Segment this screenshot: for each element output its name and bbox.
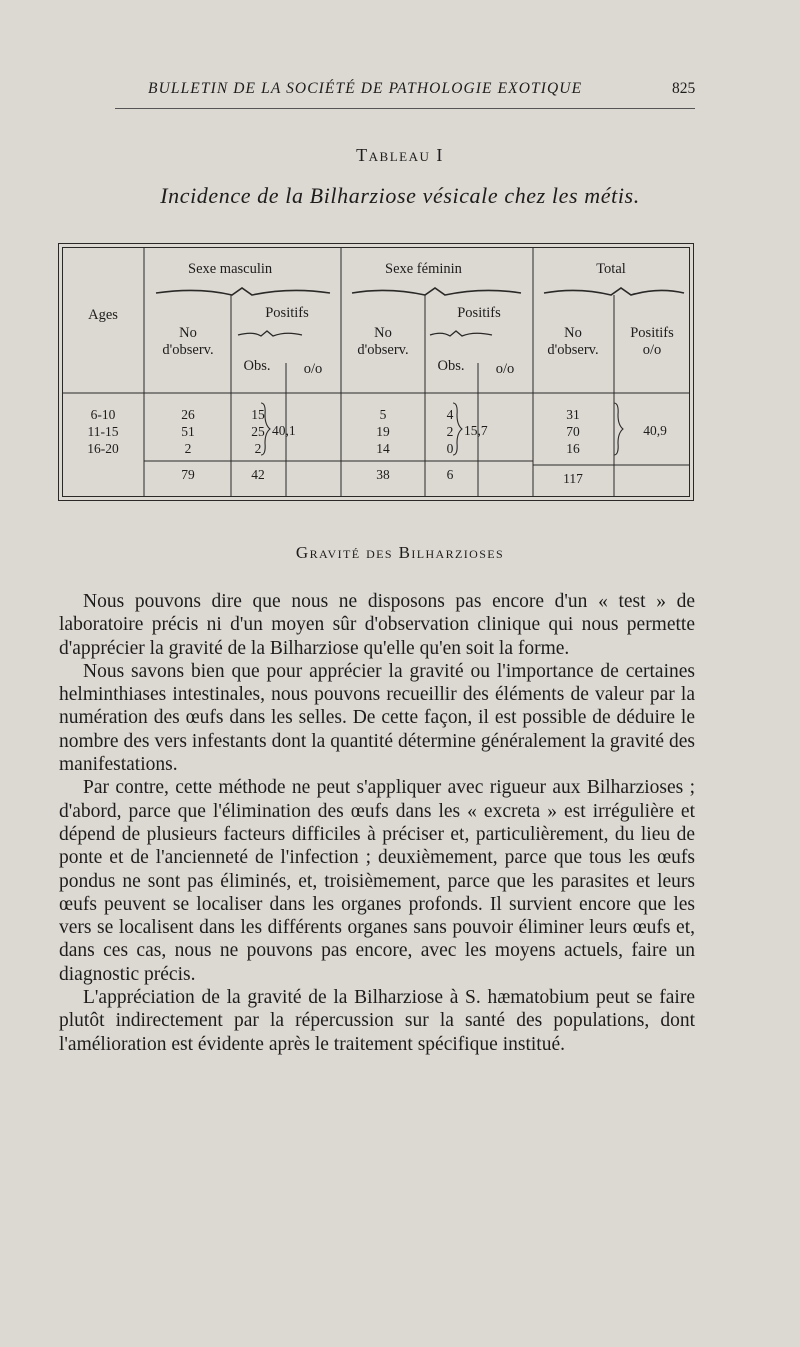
group-female-label: Sexe féminin (385, 261, 462, 277)
total-pct-value: 40,9 (643, 423, 667, 438)
total-count-cell: 31 (566, 407, 580, 422)
body-text (59, 590, 695, 1056)
section-title: Gravité des Bilharzioses (295, 543, 505, 562)
female-total-obs: 6 (446, 467, 454, 482)
male-total-count: 79 (181, 467, 195, 482)
female-positifs-label: Positifs (457, 305, 501, 321)
male-obs-cell: 15 (251, 407, 265, 422)
total-no-label: No (564, 325, 582, 341)
table-rules (58, 243, 694, 501)
female-pct-label: o/o (495, 361, 515, 377)
male-obs-label: Obs. (243, 358, 271, 374)
female-obs-label: Obs. (437, 358, 465, 374)
female-obs-cell: 4 (446, 407, 454, 422)
age-cell: 16-20 (87, 441, 119, 456)
age-cell: 6-10 (90, 407, 116, 422)
female-pct-value: 15,7 (464, 423, 488, 438)
total-count-cell: 70 (566, 424, 580, 439)
group-male-label: Sexe masculin (188, 261, 273, 277)
page-number: 825 (672, 80, 696, 97)
male-total-obs: 42 (251, 467, 265, 482)
total-positifs-label: Positifs (630, 325, 674, 341)
female-no-label: No (374, 325, 392, 341)
female-count-cell: 14 (376, 441, 390, 456)
male-count-cell: 51 (181, 424, 195, 439)
paragraph: L'appréciation de la gravité de la Bilharziose à S. hæmatobium peut se faire plutôt indirectement par la répercussion sur la santé des populations, dont l'amélioration est évidente après le traitement spécifique institué. (59, 987, 695, 1055)
age-cell: 11-15 (87, 424, 119, 439)
header-rule (115, 108, 695, 109)
ages-label: Ages (88, 307, 118, 323)
male-count-cell: 2 (184, 441, 192, 456)
female-observ-label: d'observ. (357, 342, 409, 358)
total-count-cell: 16 (566, 441, 580, 456)
male-observ-label: d'observ. (162, 342, 214, 358)
female-obs-cell: 2 (446, 424, 454, 439)
table-caption: Incidence de la Bilharziose vésicale chez les métis. (160, 183, 640, 208)
male-obs-cell: 2 (254, 441, 262, 456)
male-no-label: No (179, 325, 197, 341)
paragraph: Nous pouvons dire que nous ne disposons pas encore d'un « test » de laboratoire précis ni d'un moyen sûr d'observation clinique qui nous permette d'apprécier la gravité de la Bilharziose qu'elle qu'en soit la forme. (59, 591, 695, 659)
male-pct-label: o/o (303, 361, 323, 377)
female-count-cell: 5 (379, 407, 387, 422)
female-obs-cell: 0 (446, 441, 454, 456)
grand-total-count: 117 (563, 471, 583, 486)
male-obs-cell: 25 (251, 424, 265, 439)
group-total-label: Total (596, 261, 626, 277)
female-count-cell: 19 (376, 424, 390, 439)
paragraph: Nous savons bien que pour apprécier la gravité ou l'importance de certaines helminthiases intestinales, nous pouvons recueillir des éléments de valeur par la numération des œufs dans les selles. De cette façon, il est possible de déduire le nombre des vers infestants dont la quantité détermine généralement la gravité des manifestations. (59, 660, 695, 776)
male-positifs-label: Positifs (265, 305, 309, 321)
male-count-cell: 26 (181, 407, 195, 422)
incidence-table (58, 243, 694, 501)
total-pct-label: o/o (642, 342, 662, 358)
total-observ-label: d'observ. (547, 342, 599, 358)
paragraph: Par contre, cette méthode ne peut s'appliquer avec rigueur aux Bilharzioses ; d'abord, parce que l'élimination des œufs dans les « excreta » est irrégulière et dépend de plusieurs facteurs difficiles à préciser et, particulièrement, du lieu de ponte et de l'ancienneté de l'infection ; deuxièmement, parce que tous les œufs pondus ne sont pas éliminés, et, troisièmement, parce que les parasites et leurs œufs peuvent se localiser dans les organes profonds. Il survient encore que les vers se localisent dans les différents organes sans pouvoir éliminer leurs œufs et, dans ces cas, nous ne pouvons pas encore, avec les moyens actuels, faire un diagnostic précis. (59, 777, 695, 985)
female-total-count: 38 (376, 467, 390, 482)
male-pct-value: 40,1 (272, 423, 296, 438)
table-title: Tableau I (356, 145, 444, 165)
running-title: BULLETIN DE LA SOCIÉTÉ DE PATHOLOGIE EXOTIQUE (148, 80, 583, 97)
